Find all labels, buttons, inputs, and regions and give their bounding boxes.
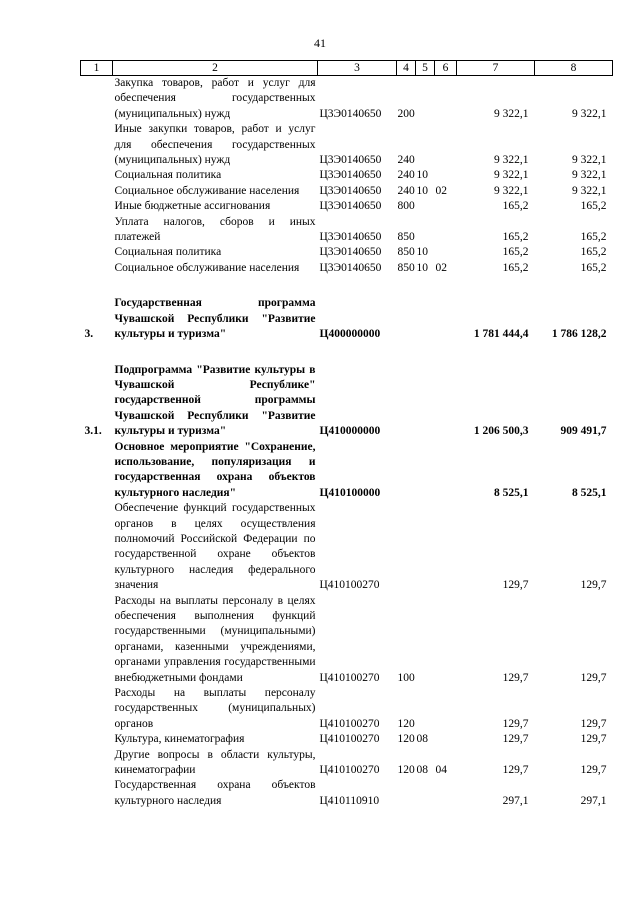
section-code [416,296,435,342]
subsection-code: 04 [435,764,447,777]
subsection-code: 02 [435,184,447,197]
row-number [81,215,113,246]
table-row [81,748,613,779]
amount-year-1: 9 322,1 [494,184,529,197]
target-article-code: Ц410100270 [319,764,380,777]
row-number [81,122,113,168]
amount-year-2: 9 322,1 [572,107,607,120]
target-article-code: Ц3Э0140650 [319,231,382,244]
column-header: 8 [535,61,613,76]
amount-year-1: 129,7 [502,733,529,746]
table-row [81,76,613,123]
row-number [81,594,113,686]
row-number [81,76,113,123]
budget-table [80,60,613,809]
amount-year-2: 8 525,1 [572,486,607,499]
subsection-code [435,76,457,123]
column-header: 2 [113,61,318,76]
subsection-code [435,122,457,168]
row-number [81,168,113,183]
row-number [81,199,113,214]
section-code [416,778,435,809]
section-code [416,76,435,123]
row-description: Уплата налогов, сборов и иных платежей [114,215,316,244]
expense-type-code [397,778,416,809]
target-article-code: Ц3Э0140650 [319,246,382,259]
column-header: 1 [81,61,113,76]
subsection-code [435,296,457,342]
row-description: Государственная охрана объектов культурного наследия [114,779,316,807]
target-article-code: Ц3Э0140650 [319,200,382,213]
amount-year-1: 1 781 444,4 [473,328,529,341]
amount-year-1: 8 525,1 [494,486,529,499]
target-article-code: Ц410100270 [319,733,380,746]
section-code [416,122,435,168]
row-number [81,261,113,276]
row-description: Иные закупки товаров, работ и услуг для обеспечения государственных (муниципальных) нужд [114,123,316,167]
amount-year-1: 165,2 [502,261,529,274]
row-description: Подпрограмма "Развитие культуры в Чувашской Республике" государственной программы Чувашской Республики "Развитие культуры и туризма" [114,363,316,438]
spacer-row [81,276,613,296]
section-code: 10 [416,246,428,259]
row-description: Государственная программа Чувашской Республики "Развитие культуры и туризма" [114,297,316,341]
amount-year-1: 9 322,1 [494,107,529,120]
row-description: Расходы на выплаты персоналу государственных (муниципальных) органов [114,687,316,730]
section-code [416,440,435,502]
amount-year-1: 129,7 [502,671,529,684]
section-code: 10 [416,261,428,274]
subsection-code [435,732,457,747]
row-description: Социальная политика [114,169,222,182]
amount-year-1: 297,1 [502,794,529,807]
amount-year-1: 9 322,1 [494,169,529,182]
amount-year-2: 129,7 [580,733,607,746]
row-description: Социальная политика [114,246,222,259]
row-number [81,732,113,747]
amount-year-2: 9 322,1 [572,154,607,167]
target-article-code: Ц410100270 [319,671,380,684]
section-code [416,594,435,686]
expense-type-code: 120 [397,733,415,746]
section-code: 10 [416,184,428,197]
table-row [81,261,613,276]
row-number [81,245,113,260]
table-row [81,184,613,199]
row-description: Социальное обслуживание населения [114,261,300,274]
table-row [81,245,613,260]
table-row [81,122,613,168]
target-article-code: Ц3Э0140650 [319,261,382,274]
row-description: Обеспечение функций государственных органов в целях осуществления полномочий Российской Федерации по государственной охране объектов культурного наследия федерального значения [114,502,316,592]
subsection-code [435,363,457,440]
section-code [416,501,435,593]
amount-year-2: 909 491,7 [560,425,607,438]
row-description: Другие вопросы в области культуры, кинематографии [114,748,316,777]
amount-year-2: 129,7 [580,764,607,777]
row-description: Расходы на выплаты персоналу в целях обеспечения выполнения функций государственными (муниципальными) органами, казенными учреждениями, органами управления государственными внебюджетными фондами [114,594,316,684]
table-row [81,296,613,342]
section-code [416,215,435,246]
spacer-row [81,343,613,363]
expense-type-code: 120 [397,717,415,730]
amount-year-1: 165,2 [502,246,529,259]
target-article-code: Ц410100000 [319,486,381,499]
target-article-code: Ц3Э0140650 [319,107,382,120]
row-number [81,748,113,779]
amount-year-2: 297,1 [580,794,607,807]
section-code: 08 [416,764,428,777]
amount-year-1: 9 322,1 [494,154,529,167]
row-number [81,184,113,199]
amount-year-1: 129,7 [502,717,529,730]
column-header: 5 [416,61,435,76]
page-number: 41 [314,36,326,50]
amount-year-2: 9 322,1 [572,184,607,197]
row-description: Основное мероприятие "Сохранение, использование, популяризация и государственная охрана объектов культурного наследия" [114,440,316,499]
expense-type-code [397,440,416,502]
expense-type-code: 850 [397,246,415,259]
section-code: 08 [416,733,428,746]
subsection-code: 02 [435,261,447,274]
target-article-code: Ц410100270 [319,579,380,592]
expense-type-code [397,501,416,593]
table-body [81,76,613,810]
subsection-code [435,686,457,732]
table-row [81,363,613,440]
subsection-code [435,594,457,686]
amount-year-2: 129,7 [580,671,607,684]
expense-type-code: 240 [397,184,415,197]
amount-year-1: 1 206 500,3 [473,425,529,438]
row-number [81,501,113,593]
subsection-code [435,215,457,246]
table-row [81,594,613,686]
amount-year-1: 165,2 [502,200,529,213]
subsection-code [435,168,457,183]
subsection-code [435,199,457,214]
expense-type-code [397,296,416,342]
table-row [81,686,613,732]
section-code: 10 [416,169,428,182]
amount-year-2: 9 322,1 [572,169,607,182]
expense-type-code: 850 [397,261,415,274]
subsection-code [435,440,457,502]
amount-year-2: 129,7 [580,579,607,592]
target-article-code: Ц410100270 [319,717,380,730]
amount-year-1: 129,7 [502,579,529,592]
expense-type-code: 800 [397,200,415,213]
expense-type-code: 100 [397,671,415,684]
expense-type-code: 200 [397,107,415,120]
target-article-code: Ц410110910 [319,794,380,807]
row-number: 3.1. [84,425,102,438]
amount-year-2: 165,2 [580,261,607,274]
row-number: 3. [84,328,94,341]
section-code [416,363,435,440]
table-row [81,501,613,593]
expense-type-code [397,363,416,440]
row-number [81,440,113,502]
expense-type-code: 120 [397,764,415,777]
expense-type-code: 240 [397,154,415,167]
table-row [81,199,613,214]
amount-year-2: 165,2 [580,231,607,244]
column-header: 3 [318,61,397,76]
target-article-code: Ц3Э0140650 [319,184,382,197]
section-code [416,686,435,732]
expense-type-code: 240 [397,169,415,182]
column-number-row [81,61,613,76]
table-row [81,168,613,183]
amount-year-2: 1 786 128,2 [551,328,607,341]
table-row [81,440,613,502]
expense-type-code: 850 [397,231,415,244]
amount-year-2: 129,7 [580,717,607,730]
amount-year-1: 165,2 [502,231,529,244]
row-number [81,686,113,732]
column-header: 6 [435,61,457,76]
subsection-code [435,501,457,593]
table-row [81,732,613,747]
amount-year-2: 165,2 [580,246,607,259]
spacer-cell [81,276,613,296]
target-article-code: Ц410000000 [319,425,381,438]
table-row [81,778,613,809]
amount-year-1: 129,7 [502,764,529,777]
row-description: Культура, кинематография [114,733,245,746]
section-code [416,199,435,214]
amount-year-2: 165,2 [580,200,607,213]
subsection-code [435,245,457,260]
column-header: 7 [457,61,535,76]
target-article-code: Ц3Э0140650 [319,169,382,182]
row-description: Социальное обслуживание населения [114,184,300,197]
subsection-code [435,778,457,809]
row-description: Закупка товаров, работ и услуг для обеспечения государственных (муниципальных) нужд [114,77,316,120]
row-description: Иные бюджетные ассигнования [114,200,271,213]
row-number [81,778,113,809]
column-header: 4 [397,61,416,76]
target-article-code: Ц3Э0140650 [319,154,382,167]
spacer-cell [81,343,613,363]
table-row [81,215,613,246]
target-article-code: Ц400000000 [319,328,381,341]
